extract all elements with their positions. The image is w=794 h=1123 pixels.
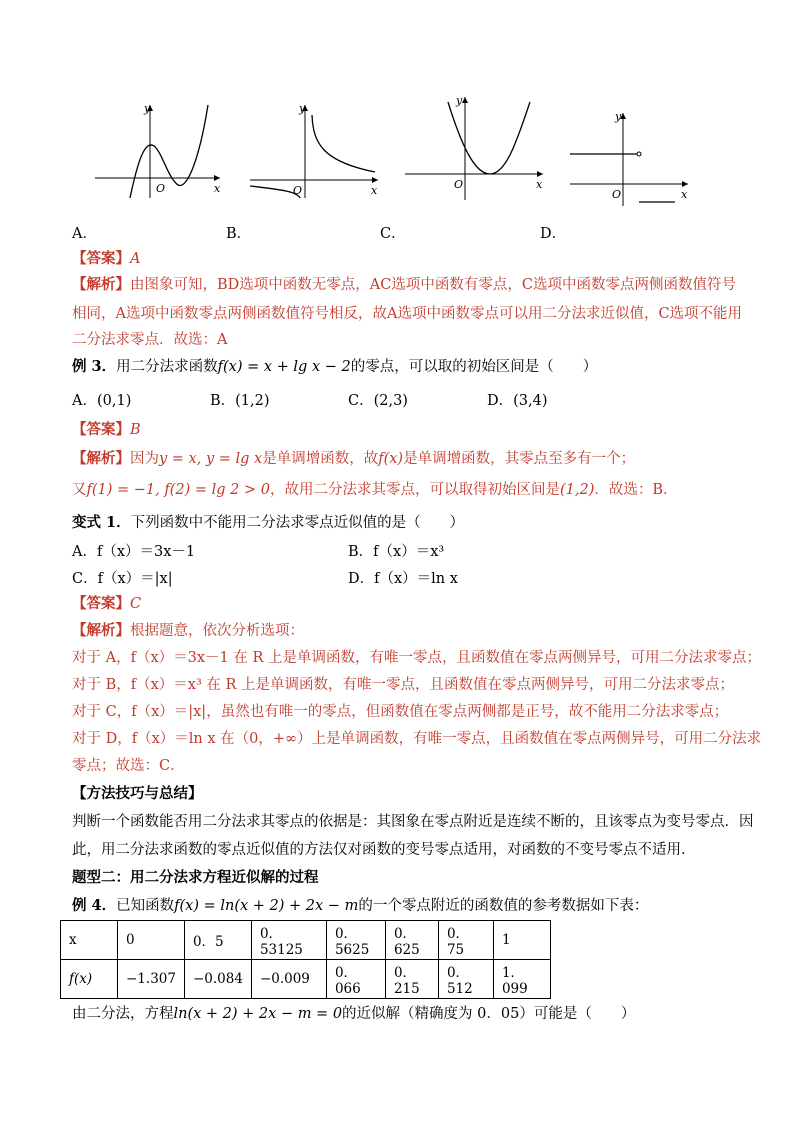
ex3-answer	[72, 420, 141, 440]
table-cell: x	[61, 921, 118, 960]
graph-c-label: C．	[380, 226, 406, 242]
table-cell: −0.084	[184, 960, 251, 999]
ex2-analysis-line2: 相同，A选项中函数零点两侧函数值符号相反，故A选项中函数零点可以用二分法求近似值，C选项不能用	[72, 306, 743, 322]
ex3-a1-mid: 是单调增函数，故	[262, 451, 379, 467]
ex4-equation: ln(x + 2) + 2x − m = 0	[173, 1006, 343, 1022]
graph-a	[90, 100, 225, 200]
table-cell: 0．625	[385, 921, 438, 960]
table-row	[61, 921, 551, 960]
var1-answer-tag: 【答案】	[72, 595, 130, 612]
graph-b-x-label: x	[371, 184, 378, 197]
ex4-title: 例 4．	[72, 897, 117, 914]
var1-answer	[72, 594, 141, 614]
ex3-a2-math: f(1) = −1, f(2) = lg 2 > 0	[86, 482, 270, 498]
graph-d-x-label: x	[681, 188, 688, 201]
ex3-option-d: D．(3,4)	[487, 393, 548, 409]
ex4-question-b: 的一个零点附近的函数值的参考数据如下表：	[358, 898, 649, 914]
table-cell: 0．53125	[251, 921, 326, 960]
table-cell: 0．215	[385, 960, 438, 999]
ex4-question	[72, 896, 648, 916]
table-cell: 0．5	[184, 921, 251, 960]
method-title: 【方法技巧与总结】	[72, 785, 203, 802]
graph-d	[565, 108, 695, 208]
var1-analysis-tag: 【解析】	[72, 622, 130, 639]
var1-answer-value: C	[130, 596, 142, 612]
ex2-analysis-line1	[72, 275, 736, 295]
table-cell: 0	[118, 921, 185, 960]
var1-option-b: B．f（x）＝x³	[348, 544, 445, 560]
var1-analysis-line: 对于 A，f（x）＝3x－1 在 R 上是单调函数，有唯一零点，且函数值在零点两侧异号，可用二分法求零点；	[72, 650, 761, 666]
ex3-question-b: 的零点，可以取的初始区间是（ ）	[350, 359, 598, 375]
ex3-option-c: C．(2,3)	[348, 393, 408, 409]
var1-option-d: D．f（x）＝ln x	[348, 571, 458, 587]
graph-b-label: B．	[226, 226, 252, 242]
graph-a-x-label: x	[214, 182, 221, 195]
graph-b	[245, 100, 385, 200]
ex4-final-question	[72, 1004, 635, 1024]
ex3-answer-value: B	[130, 422, 141, 438]
ex2-answer	[72, 249, 140, 269]
ex3-option-b: B．(1,2)	[210, 393, 270, 409]
ex3-analysis-line2	[72, 480, 678, 500]
method-line1: 判断一个函数能否用二分法求其零点的依据是：其图象在零点附近是连续不断的，且该零点为变号零点．因	[72, 814, 754, 830]
ex4-data-table	[60, 920, 551, 999]
graph-c-y-label: y	[456, 94, 463, 107]
ex3-a1-math2: f(x)	[378, 451, 404, 467]
ex3-answer-tag: 【答案】	[72, 421, 130, 438]
ex3-option-a: A．(0,1)	[72, 393, 132, 409]
ex3-a1-math: y = x, y = lg x	[159, 451, 263, 467]
graph-d-y-label: y	[615, 110, 622, 123]
var1-analysis-head	[72, 621, 304, 641]
table-cell: 0．066	[326, 960, 385, 999]
ex3-a2-pre: 又	[72, 482, 87, 498]
graph-a-y-label: y	[144, 102, 151, 115]
topic2-title: 题型二：用二分法求方程近似解的过程	[72, 869, 319, 886]
method-line2: 此，用二分法求函数的零点近似值的方法仅对函数的变号零点适用，对函数的不变号零点不适用．	[72, 842, 696, 858]
var1-question	[72, 513, 464, 533]
ex4-function: f(x) = ln(x + 2) + 2x − m	[174, 898, 359, 914]
ex3-a1-post: 是单调增函数，其零点至多有一个；	[403, 451, 636, 467]
var1-option-a: A．f（x）＝3x－1	[72, 544, 196, 560]
table-cell: 1	[493, 921, 550, 960]
table-cell: 0．75	[438, 921, 493, 960]
graph-b-y-label: y	[299, 102, 306, 115]
ex3-a2-math2: (1,2)	[560, 482, 595, 498]
var1-question-text: 下列函数中不能用二分法求零点近似值的是（ ）	[130, 515, 465, 531]
graph-c-origin: O	[454, 178, 464, 191]
graph-b-origin: O	[293, 184, 303, 197]
ex3-question-a: 用二分法求函数	[116, 359, 218, 375]
ex2-analysis-text1: 由图象可知，BD选项中函数无零点，AC选项中函数有零点，C选项中函数零点两侧函数值符号	[130, 277, 736, 293]
ex3-title: 例 3．	[72, 358, 117, 375]
table-row	[61, 960, 551, 999]
ex3-a2-mid: ，故用二分法求其零点，可以取得初始区间是	[270, 482, 560, 498]
ex4-last-b: 的近似解（精确度为 0．05）可能是（ ）	[342, 1006, 636, 1022]
ex2-answer-tag: 【答案】	[72, 250, 130, 267]
table-cell: 0．512	[438, 960, 493, 999]
ex4-question-a: 已知函数	[116, 898, 175, 914]
ex3-a1-pre: 因为	[130, 451, 159, 467]
graph-d-origin: O	[612, 188, 622, 201]
graph-c	[400, 92, 550, 202]
ex2-answer-value: A	[130, 251, 141, 267]
table-cell: −0.009	[251, 960, 326, 999]
var1-analysis-head-text: 根据题意，依次分析选项：	[130, 623, 304, 639]
var1-option-c: C．f（x）＝|x|	[72, 571, 173, 587]
ex3-analysis-line1	[72, 449, 635, 469]
ex3-question	[72, 357, 597, 377]
var1-title: 变式 1．	[72, 514, 131, 531]
ex3-a2-post: ．故选：B．	[594, 482, 678, 498]
graph-d-label: D．	[540, 226, 567, 242]
graph-c-x-label: x	[536, 178, 543, 191]
graph-a-label: A．	[72, 226, 97, 242]
ex3-function: f(x) = x + lg x − 2	[217, 359, 351, 375]
table-cell: −1.307	[118, 960, 185, 999]
var1-analysis-line: 对于 B，f（x）＝x³ 在 R 上是单调函数，有唯一零点，且函数值在零点两侧异号，可用二分法求零点；	[72, 677, 735, 693]
table-cell: 0．5625	[326, 921, 385, 960]
var1-analysis-line: 对于 C，f（x）＝|x|，虽然也有唯一的零点，但函数值在零点两侧都是正号，故不能用二分法求零点；	[72, 704, 729, 720]
var1-analysis-line: 零点；故选：C．	[72, 758, 185, 774]
table-cell: 1．099	[493, 960, 550, 999]
ex2-analysis-tag: 【解析】	[72, 276, 130, 293]
ex4-last-a: 由二分法，方程	[72, 1006, 174, 1022]
table-cell: f(x)	[61, 960, 118, 999]
ex2-analysis-line3: 二分法求零点．故选：A	[72, 332, 228, 348]
graph-a-origin: O	[156, 182, 166, 195]
ex3-analysis-tag: 【解析】	[72, 450, 130, 467]
var1-analysis-line: 对于 D，f（x）＝ln x 在（0，+∞）上是单调函数，有唯一零点，且函数值在零点两侧异号，可用二分法求	[72, 731, 762, 747]
